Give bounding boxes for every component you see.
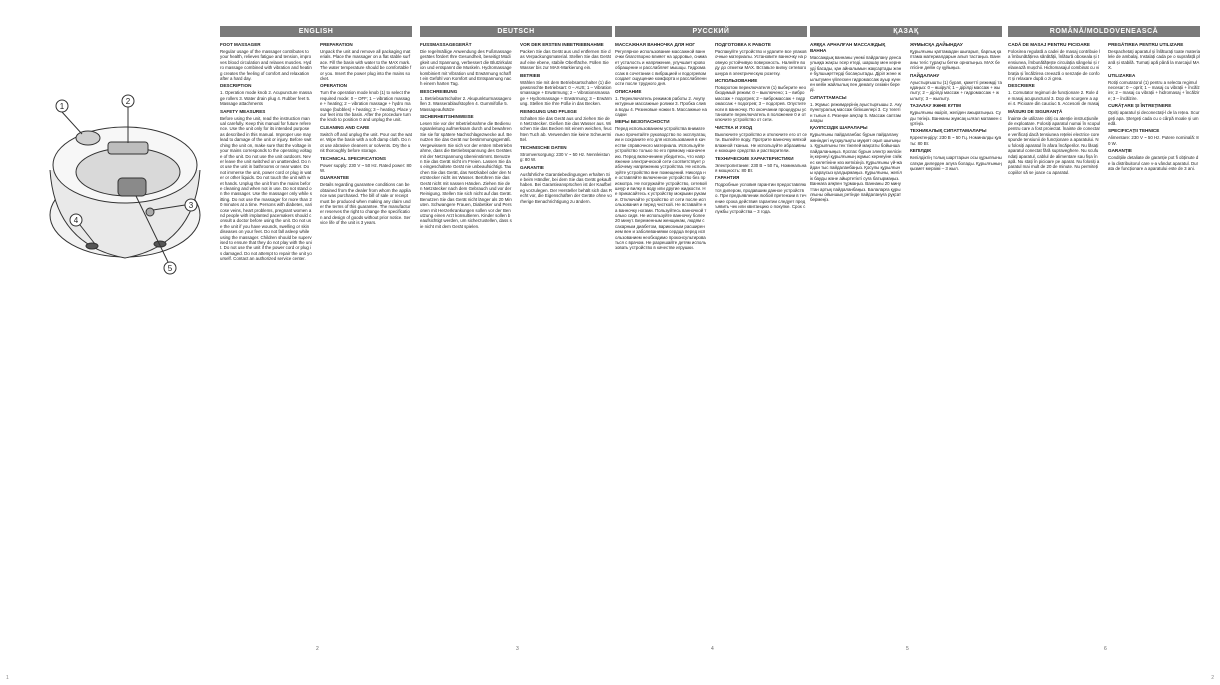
callout-5: 5 (167, 264, 173, 273)
section-heading: BETRIEB (520, 72, 541, 78)
drain-plug (146, 208, 154, 216)
section-body: Электропитание: 230 В ~ 50 Гц. Номинальная мощность: 80 Вт. (715, 162, 807, 173)
section-heading: TECHNICAL SPECIFICATIONS (320, 155, 386, 161)
language-column (220, 26, 412, 666)
section-body: Поворотом переключателя (1) выберите необходимый режим: 0 – выключено; 1 – вибромассаж + подогрев; 2 – вибромассаж + гидромассаж + подогрев; 3 – подогрев. Опустите ноги в ванночку. По окончании процедуры установите переключатель в положение 0 и отключите устройство от сети. (715, 85, 807, 123)
section-body: Ausführliche Garantiebedingungen erhalten Sie beim Händler, bei dem Sie das Gerät gekauft haben. Bei Garantieansprüchen ist der Kaufbeleg vorzulegen. Der Hersteller behält sich das Recht vor, die Eigenschaften der Geräte ohne vorherige Benachrichtigung zu ändern. (520, 171, 612, 204)
page-number: 4 (711, 646, 714, 652)
section-body: Lesen Sie vor der Inbetriebnahme die Bedienungsanleitung aufmerksam durch und bewahren Sie sie für spätere Nachschlagezwecke auf. Benutzen Sie das Gerät nur bestimmungsgemäß. Vergewissern Sie sich vor der ersten Inbetriebnahme, dass die Betriebsspannung des Gerätes mit der Netzspannung übereinstimmt. Benutzen Sie das Gerät nicht im Freien. Lassen Sie das eingeschaltete Gerät nie unbeaufsichtigt. Tauchen Sie das Gerät, das Netzkabel oder den Netzstecker nicht ins Wasser. Berühren Sie das Gerät nicht mit nassen Händen. Ziehen Sie den Netzstecker nach dem Gebrauch und vor der Reinigung. Stellen Sie sich nicht auf das Gerät. Benutzen Sie das Gerät nicht länger als 20 Minuten. Schwangere Frauen, Diabetiker und Personen mit Herzerkrankungen sollen vor der Benutzung einen Arzt konsultieren. Kinder sollen beaufsichtigt werden, um sicherzustellen, dass sie nicht mit dem Gerät spielen. (420, 121, 512, 229)
section-heading: SAFETY MEASURES (220, 108, 266, 114)
section-heading: FOOT MASSAGER (220, 42, 261, 47)
section-heading: PREGĂTIREA PENTRU UTILIZARE (1108, 42, 1184, 47)
section-heading: TECHNISCHE DATEN (520, 144, 567, 150)
callout-1: 1 (59, 102, 65, 111)
operation-knob (76, 131, 100, 145)
text-subcolumn (1008, 40, 1100, 660)
foot-massager-illustration (0, 0, 215, 685)
acupuncture-rollers (108, 142, 148, 154)
language-column (810, 26, 1002, 666)
section-heading: DESCRIPTION (220, 83, 252, 89)
section-body: Switch off and unplug the unit. Pour out the water. Wipe the basin with a soft damp cloth. Do not use abrasive cleaners or solvents. Dry the unit thoroughly before storage. (320, 131, 412, 154)
section-body: Power supply: 230 V ~ 50 Hz. Rated power: 80 W. (320, 162, 412, 173)
section-body: 1. Переключатель режимов работы 2. Акупунктурные массажные ролики 3. Пробка слива воды 4. Резиновые ножки 5. Массажные насадки (615, 95, 707, 118)
text-subcolumn (320, 40, 412, 660)
section-body: Құрылғыны қаптамадан шығарып, барлық қаптама материалдарын алып тастаңыз. Ваннаны тегіс тұрақты бетке орнатыңыз. MAX белгісіне дейін су құйыңыз. (910, 49, 1002, 71)
section-heading: ҚАУІПСІЗДІК ШАРАЛАРЫ (810, 125, 868, 131)
language-column (420, 26, 612, 666)
section-heading: VOR DER ERSTEN INBETRIEBNAHME (520, 42, 604, 47)
section-body: Stromversorgung: 230 V ~ 50 Hz. Nennleistung: 80 W. (520, 151, 610, 163)
section-body: Распакуйте устройство и удалите все упаковочные материалы. Установите ванночку на ровную устойчивую поверхность. Налейте воду до отметки MAX. Вставьте вилку сетевого шнура в электрическую розетку. (715, 49, 807, 76)
section-body: Кепілдіктің толық шарттарын осы құрылғыны сатқан дилерден алуға болады. Құрылғының қызмет мерзімі – 3 жыл. (910, 155, 1002, 172)
section-body: Die regelmäßige Anwendung des Fußmassagegerätes fördert Ihre Gesundheit, beseitigt Müdigkeit und Spannung, verbessert die Blutzirkulation und entspannt die Muskeln. Hydromassage kombiniert mit Vibration und Erwärmung schafft ein Gefühl von Komfort und Entspannung nach einem harten Tag. (420, 49, 512, 87)
text-subcolumn (520, 40, 612, 660)
section-heading: СИПАТТАМАСЫ (810, 94, 847, 100)
section-heading: ПАЙДАЛАНУ (910, 72, 940, 78)
section-heading: CADĂ DE MASAJ PENTRU PICIOARE (1008, 42, 1090, 47)
section-heading: BESCHREIBUNG (420, 88, 458, 94)
section-heading: ТАЗАЛАУ ЖӘНЕ КҮТІМ (910, 103, 961, 109)
section-heading: CLEANING AND CARE (320, 124, 370, 130)
page-number: 6 (1104, 646, 1107, 652)
section-heading: PREPARATION (320, 42, 353, 47)
section-body: Wählen Sie mit dem Betriebsartschalter (1) die gewünschte Betriebsart: 0 – AUS; 1 – Vibrationsmassage + Erwärmung; 2 – Vibrationsmassage + Hydromassage + Erwärmung; 3 – Erwärmung. Stellen Sie Ihre Füße in das Becken. (520, 79, 612, 107)
section-body: Folosirea regulată a cadei de masaj contribuie la îmbunătățirea sănătății, înlătură oboseala și tensiunea, îmbunătățește circulația sângelui și relaxează mușchii. Hidromasajul combinat cu vibrația și încălzirea creează o senzație de confort și relaxare după o zi grea. (1008, 49, 1100, 82)
page-number: 5 (906, 646, 909, 652)
text-subcolumn (910, 40, 1002, 660)
section-body: Opriți aparatul și deconectați-l de la rețea. Scurgeți apa. Ștergeți cada cu o cârpă moale și umedă. (1108, 110, 1200, 127)
text-subcolumn (810, 40, 902, 660)
text-subcolumn (220, 40, 312, 660)
page-number: 3 (516, 646, 519, 652)
section-heading: FUSSMASSAGEGERÄT (420, 42, 472, 47)
section-heading: ИСПОЛЬЗОВАНИЕ (715, 78, 758, 84)
language-column (1008, 26, 1200, 666)
section-body: Регулярное использование массажной ванночки благотворно влияет на здоровье, снимает усталость и напряжение, улучшает кровообращение и расслабляет мышцы. Гидромассаж в сочетании с вибрацией и подогревом создает ощущение комфорта и расслабленности после трудного дня. (615, 49, 707, 87)
section-body: Выключите устройство и отключите его от сети. Вылейте воду. Протрите ванночку мягкой влажной тканью. Не используйте абразивные моющие средства и растворители. (715, 131, 807, 154)
language-header: ROMÂNĂ/MOLDOVENEASCĂ (1008, 26, 1200, 37)
section-body: 1. Betriebsartschalter 2. Akupunkturmassagerollen 3. Wasserablaufstopfen 4. Gummifüße 5. Massageaufsätze (420, 95, 512, 112)
section-body: Regular usage of the massager contributes to your health, relieves fatigue and tension, improves blood circulation and relaxes muscles. Hydro massage combined with vibration and heating creates the feeling of comfort and relaxation after a hard day. (220, 49, 312, 82)
section-body: Unpack the unit and remove all packaging materials. Place the massager on a flat stable surface. Fill the basin with water to the MAX mark. The water temperature should be comfortable for you. Insert the power plug into the mains socket. (320, 49, 412, 82)
section-body: Қоректендіру: 230 В ~ 50 Гц. Номиналды қуаты: 80 Вт. (910, 135, 1002, 146)
section-heading: ПОДГОТОВКА К РАБОТЕ (715, 42, 771, 47)
section-heading: ЧИСТКА И УХОД (715, 124, 753, 130)
language-header: РУССКИЙ (615, 26, 807, 37)
crop-mark: 2 (1211, 675, 1214, 681)
language-header: ҚАЗАҚ (810, 26, 1002, 37)
section-body: Schalten Sie das Gerät aus und ziehen Sie den Netzstecker. Gießen Sie das Wasser aus. Wischen Sie das Becken mit einem weichen, feuchten Tuch ab. Verwenden Sie keine Scheuermittel. (520, 115, 612, 143)
section-heading: ТЕХНИКАЛЫҚ СИПАТТАМАЛАРЫ (910, 128, 987, 134)
section-body: Packen Sie das Gerät aus und entfernen Sie das Verpackungsmaterial. Stellen Sie das Gerät auf eine ebene, stabile Oberfläche. Füllen Sie Wasser bis zur MAX-Markierung ein. (520, 49, 611, 71)
rubber-foot (86, 243, 98, 249)
section-body: Despachetați aparatul și înlăturați toate materialele de ambalaj. Instalați cada pe o suprafață plană și stabilă. Turnați apă până la marcajul MAX. (1108, 49, 1200, 71)
crop-mark: 1 (6, 675, 9, 681)
section-heading: ТЕХНИЧЕСКИЕ ХАРАКТЕРИСТИКИ (715, 155, 794, 161)
section-heading: АЯҚҚА АРНАЛҒАН МАССАЖДЫҚ ВАННА (810, 42, 886, 53)
section-heading: REINIGUNG UND PFLEGE (520, 108, 577, 114)
section-heading: CURĂȚARE ȘI ÎNTREȚINERE (1108, 103, 1172, 109)
section-heading: GUARANTEE (320, 175, 350, 181)
section-heading: GARANTIE (520, 164, 544, 170)
text-subcolumn (615, 40, 707, 660)
section-body: Массаждық ваннаны үнемі пайдалану денсаулыққа жақсы әсер етеді, шаршау мен кернеуді басады, қан айналымын жақсартады және бұлшықеттерді босаңсытады. Діріл және жылытумен үйлескен гидромассаж ауыр күннен кейін жайлылық пен демалу сезімін береді. (810, 55, 902, 93)
section-body: Құрылғыны өшіріп, желіден ажыратыңыз. Суды төгіңіз. Ваннаны жұмсақ ылғал матамен сүртіңіз. (910, 110, 1002, 127)
section-heading: SPECIFICAȚII TEHNICE (1108, 128, 1160, 134)
section-heading: DESCRIERE (1008, 83, 1035, 89)
section-body: Подробные условия гарантии предоставляются дилером, продавшим данное устройство. При предъявлении любой претензии в течение срока действия гарантии следует предъявить чек или квитанцию о покупке. Срок службы устройства – 3 года. (715, 182, 807, 215)
section-body: Құрылғыны пайдаланбас бұрын пайдалану жөніндегі нұсқаулықты мұқият оқып шығыңыз. Құрылғыны тек тікелей мақсаты бойынша пайдаланыңыз. Қоспас бұрын электр желісінің кернеуі құрылғының жұмыс кернеуіне сәйкес келетініне көз жеткізіңіз. Құрылғыны үй-жайдан тыс пайдаланбаңыз. Қосулы құрылғыны қараусыз қалдырмаңыз. Құрылғыны, желілік бауды және айыртетікті суға батырмаңыз. Ваннаға аяқпен тұрмаңыз. Ваннаны 20 минуттан артық пайдаланбаңыз. Балаларға құрылғыны ойыншық ретінде пайдалануға рұқсат бермеңіз. (810, 132, 902, 203)
section-heading: UTILIZAREA (1108, 72, 1136, 78)
language-header: DEUTSCH (420, 26, 612, 37)
section-body: Înainte de utilizare citiți cu atenție instrucțiunile de exploatare. Folosiți aparatul numai în scopul pentru care a fost proiectat. Înainte de conectare verificați dacă tensiunea rețelei electrice corespunde tensiunii de funcționare a aparatului. Nu folosiți aparatul în afara încăperilor. Nu lăsați aparatul conectat fără supraveghere. Nu scufundați aparatul, cablul de alimentare sau fișa în apă. Nu stați în picioare pe aparat. Nu folosiți aparatul mai mult de 20 de minute. Nu permiteți copiilor să se joace cu aparatul. (1008, 115, 1100, 175)
callout-2: 2 (125, 97, 131, 106)
section-body: 1. Жұмыс режимдерінің ауыстырғышы 2. Акупунктуралық массаж білікшелері 3. Су төгетін тығын 4. Резеңке аяқтар 5. Массаж саптамалары (810, 101, 902, 124)
text-subcolumn (420, 40, 512, 660)
massage-attachments (118, 178, 146, 196)
callout-4: 4 (73, 216, 79, 225)
section-heading: МАССАЖНАЯ ВАННОЧКА ДЛЯ НОГ (615, 42, 696, 47)
section-heading: ЖҰМЫСҚА ДАЙЫНДАУ (910, 42, 963, 47)
section-heading: ГАРАНТИЯ (715, 175, 740, 181)
text-subcolumn (1108, 40, 1200, 660)
section-body: Details regarding guarantee conditions can be obtained from the dealer from whom the appliance was purchased. The bill of sale or receipt must be produced when making any claim under the terms of this guarantee. The manufacturer reserves the right to change the specification and design of goods without prior notice. Service life of the unit is 3 years. (320, 182, 411, 226)
section-body: Before using the unit, read the instruction manual carefully. Keep this manual for future reference. Use the unit only for its intended purpose as described in this manual. Improper use may lead to damage of the unit or injury. Before switching the unit on, make sure that the voltage in your mains corresponds to the operating voltage of the unit. Do not use the unit outdoors. Never leave the unit switched on unattended. Do not use the unit in bathrooms or near water. Do not immerse the unit, power cord or plug in water or other liquids. Do not touch the unit with wet hands. Unplug the unit from the mains before cleaning and when not in use. Do not stand on the massager. Use the massager only while sitting. Do not use the massager for more than 20 minutes at a time. Persons with diabetes, varicose veins, heart problems, pregnant women and people with implanted pacemakers should consult a doctor before using the unit. Do not use the unit if you have wounds, swelling or skin diseases on your feet. Do not fall asleep while using the massager. Children should be supervised to ensure that they do not play with the unit. Do not use the unit if the power cord or plug is damaged. Do not attempt to repair the unit yourself. Contact an authorized service center. (220, 115, 312, 262)
section-body: Turn the operation mode knob (1) to select the required mode: 0 – OFF; 1 – vibration massage + heating; 2 – vibration massage + hydro massage (bubbles) + heating; 3 – heating. Place your feet into the basin. After the procedure turn the knob to position 0 and unplug the unit. (320, 90, 412, 123)
section-heading: КЕПІЛДІК (910, 148, 932, 154)
callout-3: 3 (188, 201, 194, 210)
section-heading: МЕРЫ БЕЗОПАСНОСТИ (615, 119, 670, 125)
language-header: ENGLISH (220, 26, 412, 37)
section-heading: GARANȚIE (1108, 148, 1132, 154)
section-heading: OPERATION (320, 83, 347, 89)
page-number: 2 (316, 646, 319, 652)
section-body: Condițiile detaliate de garanție pot fi obținute de la distribuitorul care v-a vândut aparatul. Durata de funcționare a aparatului este de 3 ani. (1108, 155, 1199, 172)
section-body: Ауыстырғышты (1) бұрап, қажетті режимді таңдаңыз: 0 – өшірулі; 1 – дірілді массаж + жылыту; 2 – дірілді массаж + гидромассаж + жылыту; 3 – жылыту. (910, 79, 1002, 101)
language-column (615, 26, 807, 666)
section-heading: MĂSURI DE SIGURANȚĂ (1008, 108, 1063, 114)
section-body: Перед использованием устройства внимательно прочитайте руководство по эксплуатации и сохраните его для использования в качестве справочного материала. Используйте устройство только по его прямому назначению. Перед включением убедитесь, что напряжение электрической сети соответствует рабочему напряжению устройства. Не используйте устройство вне помещений. Никогда не оставляйте включенное устройство без присмотра. Не погружайте устройство, сетевой шнур и вилку в воду или другие жидкости. Не прикасайтесь к устройству мокрыми руками. Отключайте устройство от сети после использования и перед чисткой. Не вставайте на ванночку ногами. Пользуйтесь ванночкой только сидя. Не используйте ванночку более 20 минут. Беременным женщинам, людям с сахарным диабетом, варикозным расширением вен и заболеваниями сердца перед использованием необходимо проконсультироваться с врачом. Не разрешайте детям использовать устройство в качестве игрушки. (615, 126, 707, 251)
section-heading: SICHERHEITSHINWEISE (420, 114, 474, 120)
section-body: Rotiți comutatorul (1) pentru a selecta regimul necesar: 0 – oprit; 1 – masaj cu vibrații + încălzire; 2 – masaj cu vibrații + hidromasaj + încălzire; 3 – încălzire. (1108, 79, 1200, 101)
section-body: 1. Operation mode knob 2. Acupuncture massage rollers 3. Water drain plug 4. Rubber feet 5. Massage attachments (220, 90, 312, 107)
section-body: 1. Comutator regimuri de funcționare 2. Role de masaj acupunctural 3. Dop de scurgere a apei 4. Picioare din cauciuc 5. Accesorii de masaj (1008, 90, 1100, 107)
text-subcolumn (715, 40, 807, 660)
section-heading: ОПИСАНИЕ (615, 88, 642, 94)
section-body: Alimentare: 230 V ~ 50 Hz. Putere nominală: 80 W. (1108, 135, 1199, 146)
